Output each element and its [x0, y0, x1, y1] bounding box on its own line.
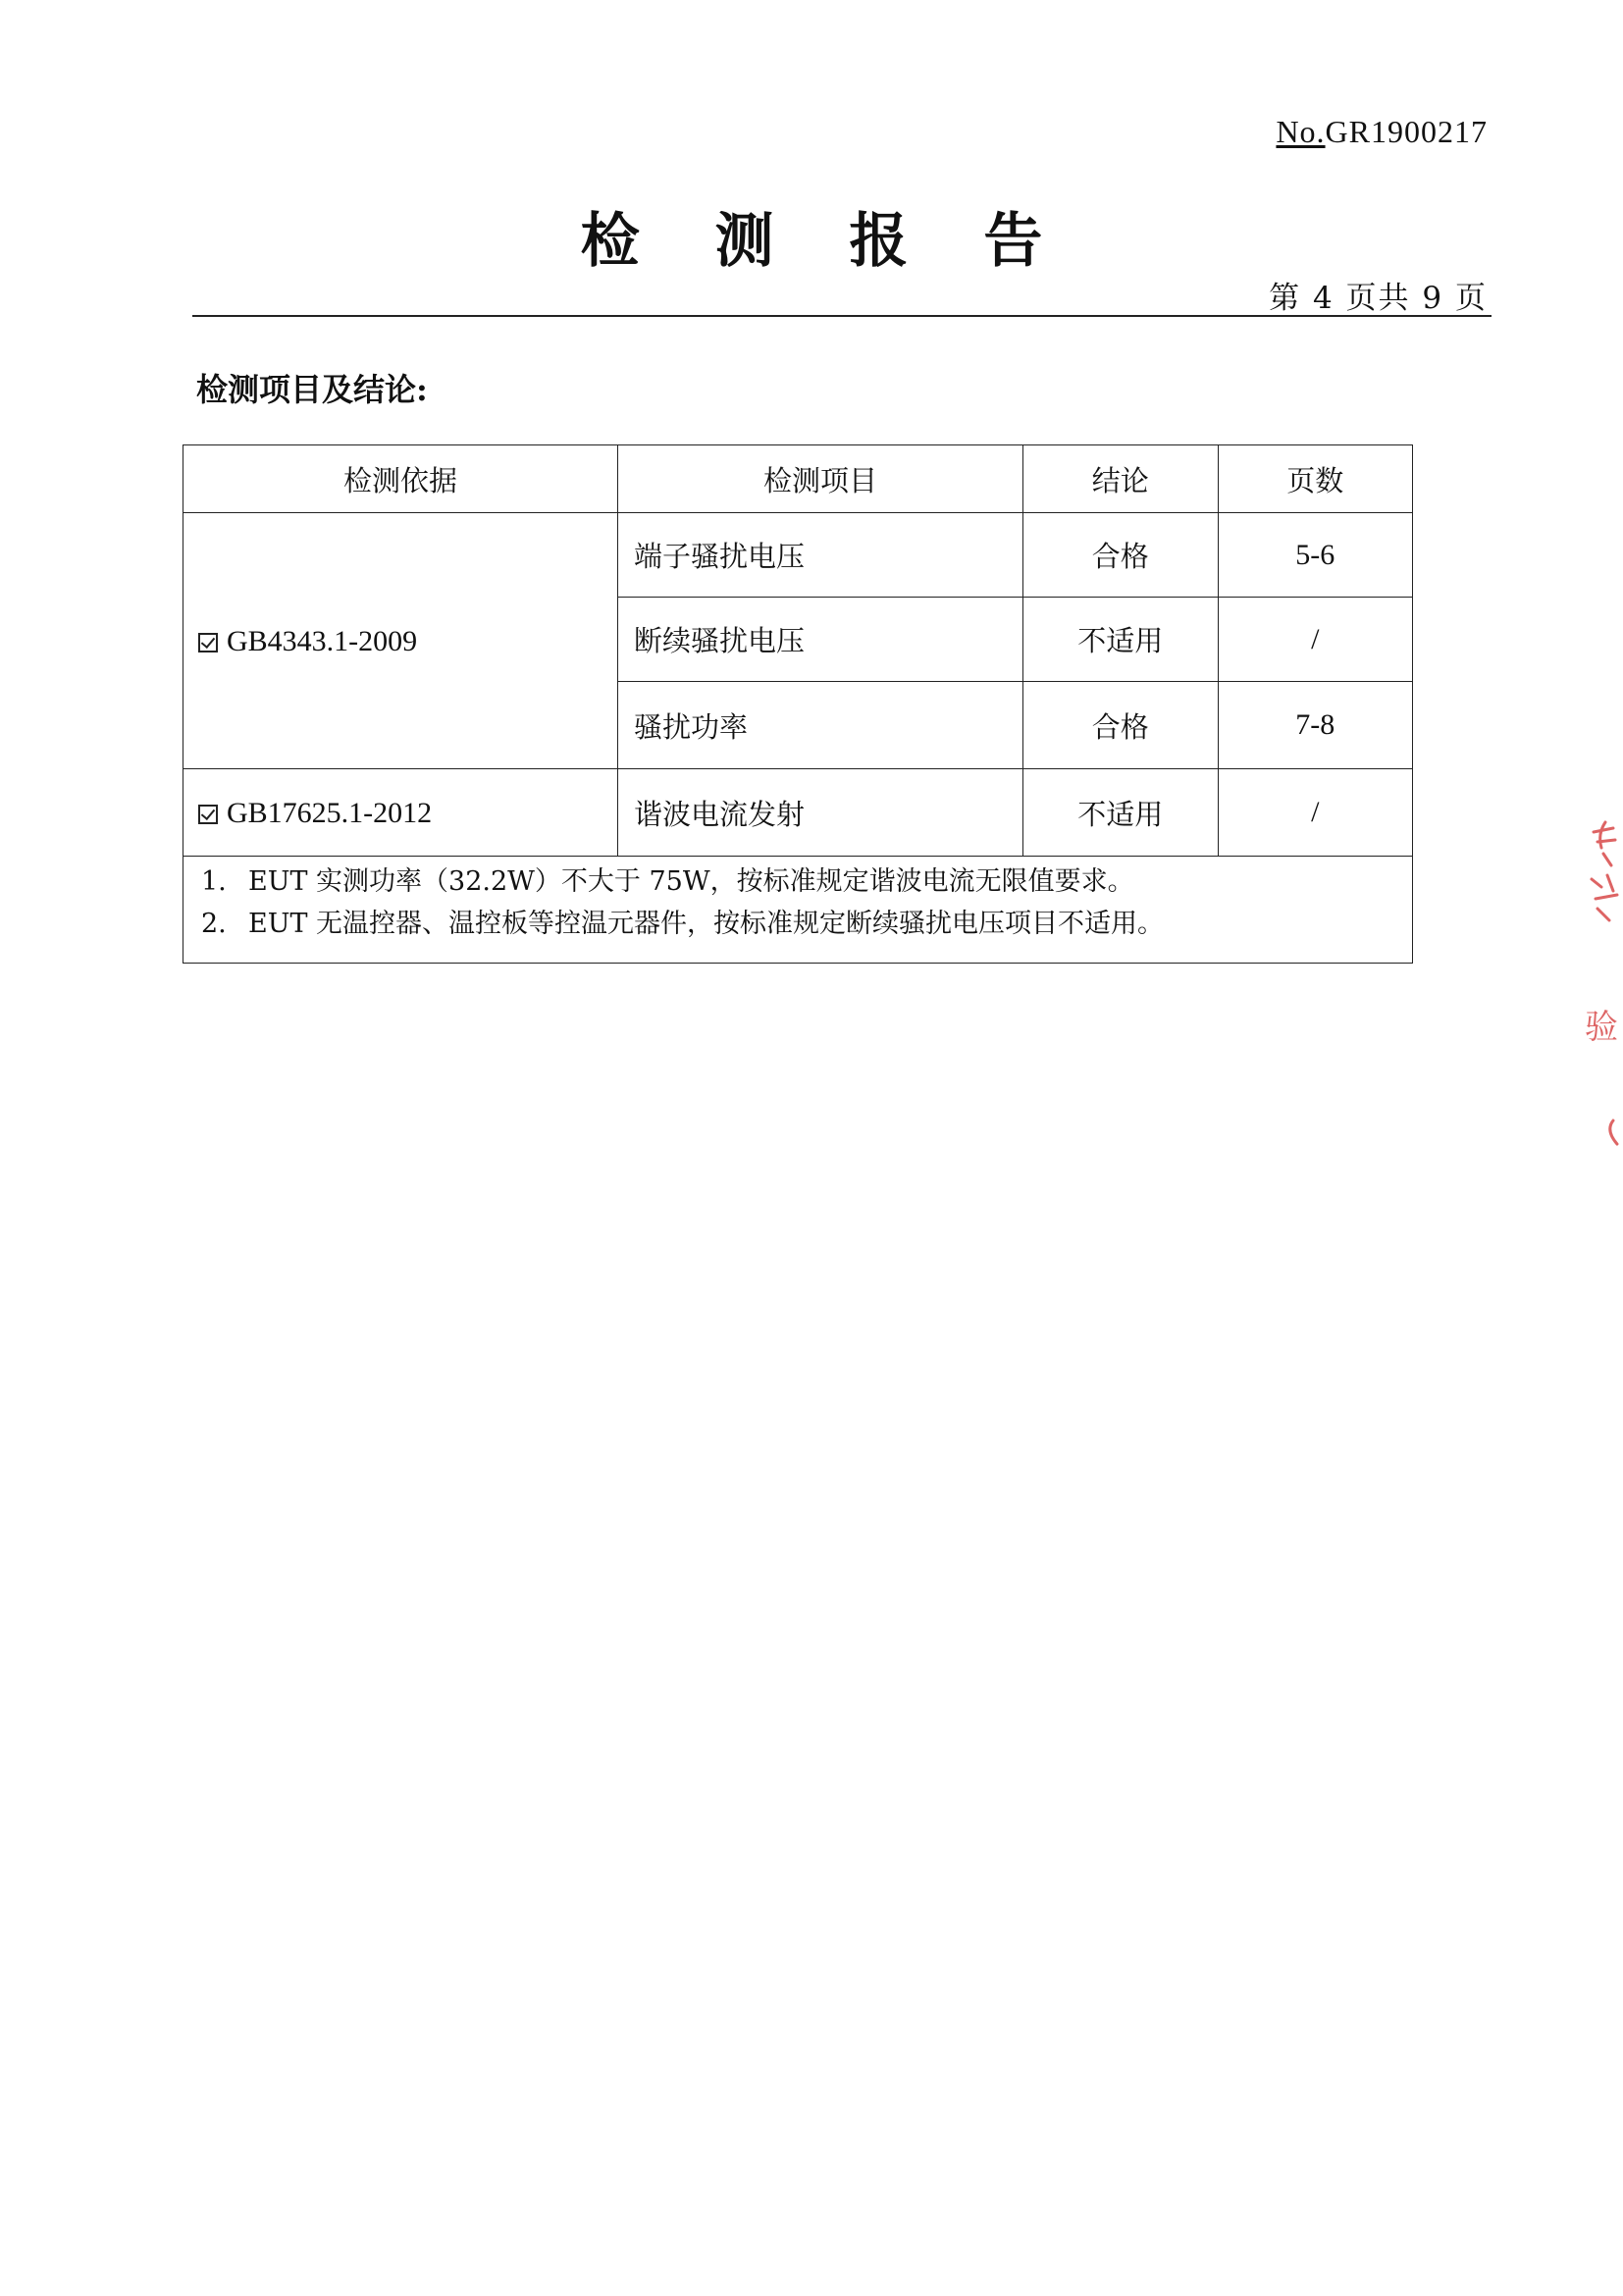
table-row [183, 513, 1413, 598]
test-result: 不适用 [1023, 598, 1218, 682]
document-title: 检 测 报 告 [580, 207, 1071, 276]
seal-stamp-graphic [1584, 814, 1623, 1148]
page-range: / [1218, 769, 1413, 857]
report-number-value: GR1900217 [1325, 114, 1488, 149]
note-text: EUT 实测功率（32.2W）不大于 75W，按标准规定谐波电流无限值要求。 [248, 866, 1134, 897]
test-result: 不适用 [1023, 769, 1218, 857]
column-header-pages: 页数 [1218, 445, 1413, 513]
test-item: 谐波电流发射 [618, 769, 1023, 857]
notes-cell [183, 857, 1413, 964]
column-header-item: 检测项目 [618, 445, 1023, 513]
note-number: 2. [201, 909, 227, 939]
test-results-table [183, 444, 1413, 964]
page-range: 7-8 [1218, 682, 1413, 769]
page-range: / [1218, 598, 1413, 682]
note-line [201, 903, 1412, 945]
report-number-prefix: No. [1276, 114, 1326, 149]
standard-code: GB17625.1-2012 [227, 796, 433, 829]
test-item: 断续骚扰电压 [618, 598, 1023, 682]
page-counter: 第 4 页共 9 页 [1269, 281, 1488, 316]
section-heading: 检测项目及结论: [196, 371, 428, 408]
column-header-result: 结论 [1023, 445, 1218, 513]
checked-box-icon [198, 805, 218, 824]
test-result: 合格 [1023, 513, 1218, 598]
test-result: 合格 [1023, 682, 1218, 769]
checked-box-icon [198, 633, 218, 652]
notes-row [183, 857, 1413, 964]
basis-cell [183, 513, 618, 769]
column-header-basis: 检测依据 [183, 445, 618, 513]
seal-stamp-fragment [1584, 814, 1623, 1148]
test-item: 骚扰功率 [618, 682, 1023, 769]
basis-cell [183, 769, 618, 857]
test-item: 端子骚扰电压 [618, 513, 1023, 598]
note-text: EUT 无温控器、温控板等控温元器件，按标准规定断续骚扰电压项目不适用。 [248, 909, 1165, 939]
report-number [1276, 114, 1488, 150]
note-number: 1. [201, 866, 227, 897]
table-header-row [183, 445, 1413, 513]
note-line [201, 861, 1412, 903]
standard-code: GB4343.1-2009 [227, 624, 418, 657]
page-range: 5-6 [1218, 513, 1413, 598]
table-row [183, 769, 1413, 857]
seal-stamp-glyph: 验 [1585, 1008, 1618, 1047]
header-divider [192, 315, 1492, 317]
